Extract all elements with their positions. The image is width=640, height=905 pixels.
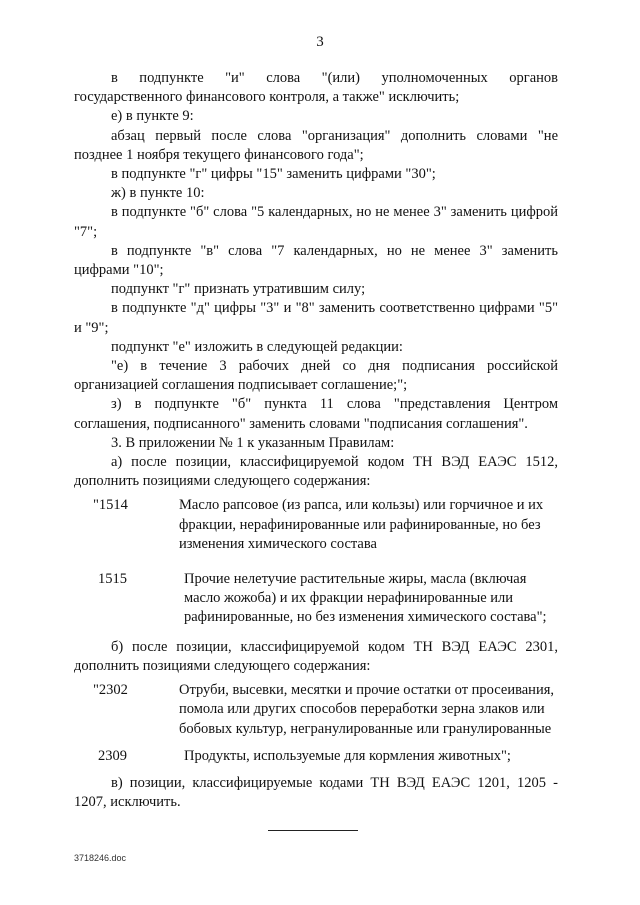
code-description: Масло рапсовое (из рапса, или кользы) или горчичное и их фракции, нерафинированные или рафинированные, но без изменения химического состава	[179, 497, 544, 552]
end-rule	[268, 830, 358, 831]
paragraph: з) в подпункте "б" пункта 11 слова "представления Центром соглашения, подписанного" заменить словами "подписания соглашения".	[74, 396, 558, 432]
tnved-code: 2309	[98, 747, 127, 764]
tnved-code: "2302	[93, 682, 128, 699]
paragraph: в подпункте "г" цифры "15" заменить цифрами "30";	[111, 166, 436, 183]
paragraph: ж) в пункте 10:	[111, 185, 205, 202]
spacer	[74, 766, 558, 774]
spacer	[74, 554, 558, 570]
paragraph: "е) в течение 3 рабочих дней со дня подписания российской организацией соглашения подписывает соглашение;";	[74, 358, 558, 394]
code-row	[74, 496, 558, 554]
paragraph: б) после позиции, классифицируемой кодом ТН ВЭД ЕАЭС 2301, дополнить позициями следующего содержания:	[74, 638, 558, 674]
document-body	[74, 69, 558, 812]
paragraph: е) в пункте 9:	[111, 108, 194, 125]
code-description: Продукты, используемые для кормления животных";	[184, 747, 511, 764]
code-description: Прочие нелетучие растительные жиры, масла (включая масло жожоба) и их фракции нерафинированные или рафинированные, но без изменения химического состава";	[184, 571, 547, 626]
page-number: 3	[316, 34, 324, 50]
paragraph: в) позиции, классифицируемые кодами ТН ВЭД ЕАЭС 1201, 1205 - 1207, исключить.	[74, 774, 558, 811]
spacer	[74, 739, 558, 747]
paragraph: в подпункте "и" слова "(или) уполномоченных органов государственного финансового контроля, а также" исключить;	[74, 70, 558, 106]
code-description: Отруби, высевки, месятки и прочие остатки от просеивания, помола или других способов переработки зерна злаков или бобовых культур, негранулированные или гранулированные	[179, 682, 554, 737]
paragraph: абзац первый после слова "организация" дополнить словами "не позднее 1 ноября текущего финансового года";	[74, 127, 558, 163]
paragraph: подпункт "е" изложить в следующей редакции:	[111, 338, 403, 355]
tnved-code: 1515	[98, 571, 127, 588]
paragraph: а) после позиции, классифицируемой кодом ТН ВЭД ЕАЭС 1512, дополнить позициями следующего содержания:	[74, 454, 558, 490]
code-row	[74, 570, 558, 628]
tnved-code: "1514	[93, 497, 128, 514]
code-row	[74, 747, 558, 766]
paragraph: подпункт "г" признать утратившим силу;	[111, 281, 366, 298]
paragraph: в подпункте "б" слова "5 календарных, но не менее 3" заменить цифрой "7";	[74, 204, 558, 240]
paragraph: в подпункте "в" слова "7 календарных, но не менее 3" заменить цифрами "10";	[74, 242, 558, 279]
code-row	[74, 681, 558, 739]
paragraph: 3. В приложении № 1 к указанным Правилам:	[111, 434, 395, 451]
document-id: 3718246.doc	[74, 853, 127, 863]
spacer	[74, 628, 558, 638]
paragraph: в подпункте "д" цифры "3" и "8" заменить соответственно цифрами "5" и "9";	[74, 300, 558, 336]
